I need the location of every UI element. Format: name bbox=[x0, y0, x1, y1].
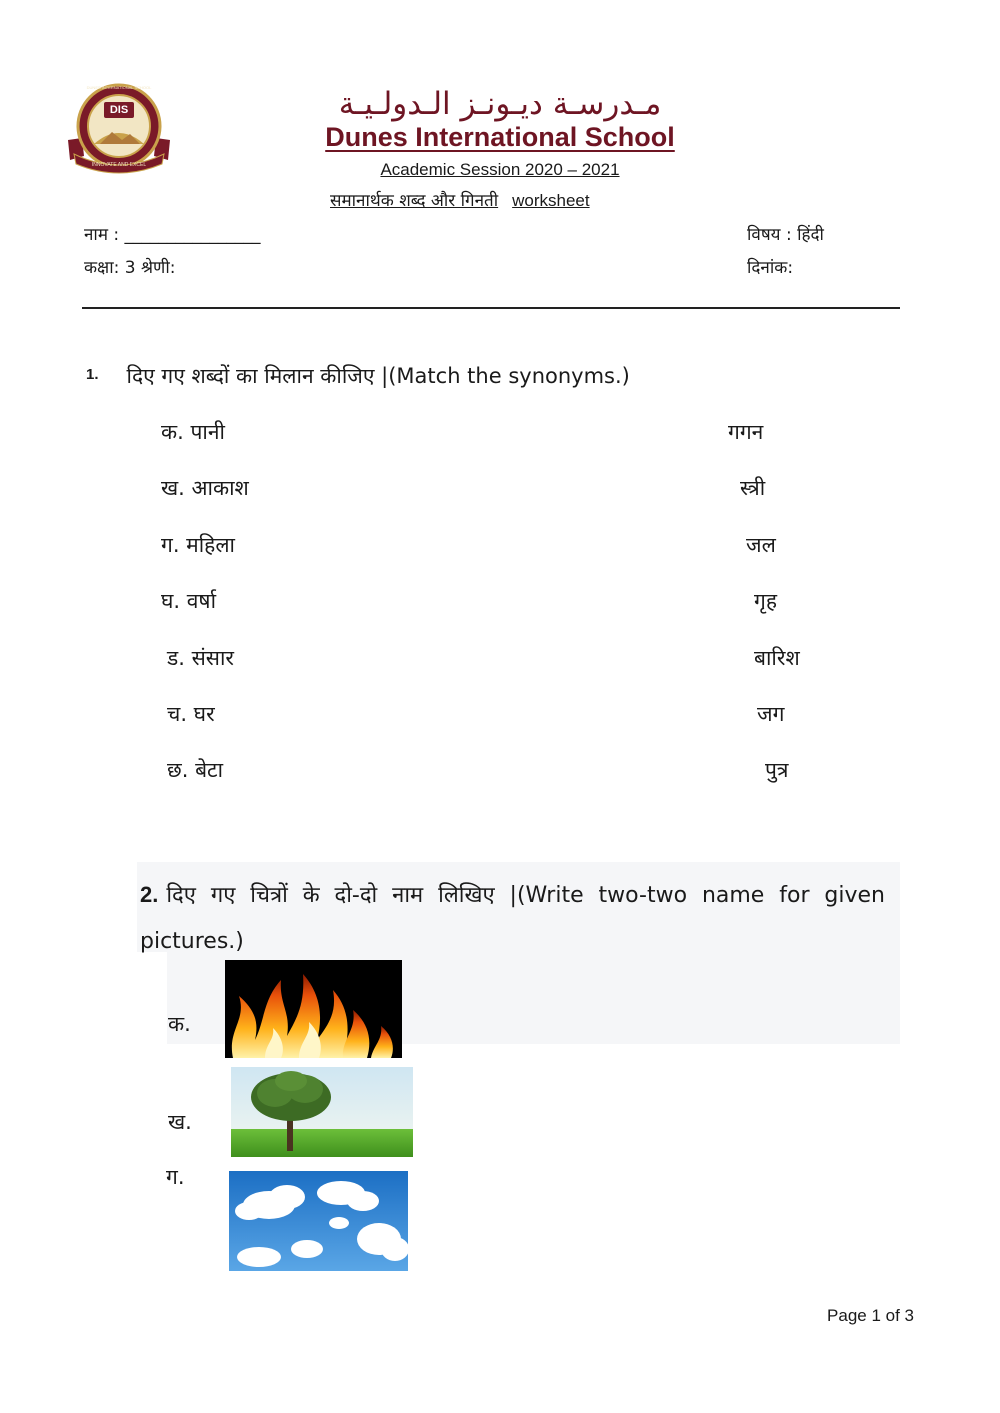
worksheet-title bbox=[330, 188, 590, 211]
question-2-text: दिए गए चित्रों के दो-दो नाम लिखिए |(Write two-two name for given pictures.) bbox=[140, 883, 885, 954]
page-number: Page 1 of 3 bbox=[827, 1306, 914, 1325]
fire-image bbox=[225, 960, 402, 1058]
name-field: नाम : ________________ bbox=[84, 225, 261, 245]
logo-initials: DIS bbox=[109, 104, 129, 116]
date-field: दिनांक: bbox=[747, 258, 794, 278]
header-divider bbox=[82, 307, 900, 309]
worksheet-title-english: worksheet bbox=[512, 191, 590, 210]
match-right-item: गृह bbox=[754, 589, 777, 613]
question-2 bbox=[140, 872, 885, 965]
question-2-number: 2. bbox=[140, 882, 159, 907]
picture-label: ख. bbox=[168, 1110, 192, 1134]
tree-image bbox=[231, 1067, 413, 1157]
match-left-item: क. पानी bbox=[161, 420, 225, 444]
match-left-item: ख. आकाश bbox=[161, 476, 249, 500]
question-1 bbox=[86, 362, 630, 390]
match-left-item: च. घर bbox=[167, 702, 215, 726]
subject-field: विषय : हिंदी bbox=[747, 225, 824, 245]
match-right-item: पुत्र bbox=[765, 758, 789, 782]
picture-label: ग. bbox=[166, 1165, 185, 1189]
match-left-item: ग. महिला bbox=[161, 533, 235, 557]
match-right-item: जल bbox=[746, 533, 776, 557]
question-1-text: दिए गए शब्दों का मिलान कीजिए |(Match the synonyms.) bbox=[126, 364, 630, 388]
match-left-item: छ. बेटा bbox=[167, 758, 224, 782]
match-left-item: ड. संसार bbox=[167, 646, 235, 670]
clouds-image bbox=[229, 1171, 408, 1271]
match-left-item: घ. वर्षा bbox=[161, 589, 217, 613]
match-right-item: जग bbox=[757, 702, 785, 726]
academic-session: Academic Session 2020 – 2021 bbox=[380, 160, 620, 179]
school-name-english: Dunes International School bbox=[325, 122, 675, 152]
match-right-item: स्त्री bbox=[740, 476, 766, 500]
logo-ribbon-text: INNOVATE AND EXCEL bbox=[91, 162, 147, 168]
worksheet-title-hindi: समानार्थक शब्द और गिनती bbox=[330, 191, 499, 211]
match-right-item: बारिश bbox=[754, 646, 800, 670]
school-name-arabic: مـدرسـة ديـونـز الـدولـيـة bbox=[338, 86, 662, 122]
class-field: कक्षा: 3 श्रेणी: bbox=[84, 258, 176, 278]
picture-label: क. bbox=[168, 1012, 191, 1036]
logo-ring-text: DUNES INTERNATIONAL SCHOOL bbox=[86, 85, 152, 90]
match-right-item: गगन bbox=[728, 420, 764, 444]
question-1-number: 1. bbox=[86, 366, 99, 383]
